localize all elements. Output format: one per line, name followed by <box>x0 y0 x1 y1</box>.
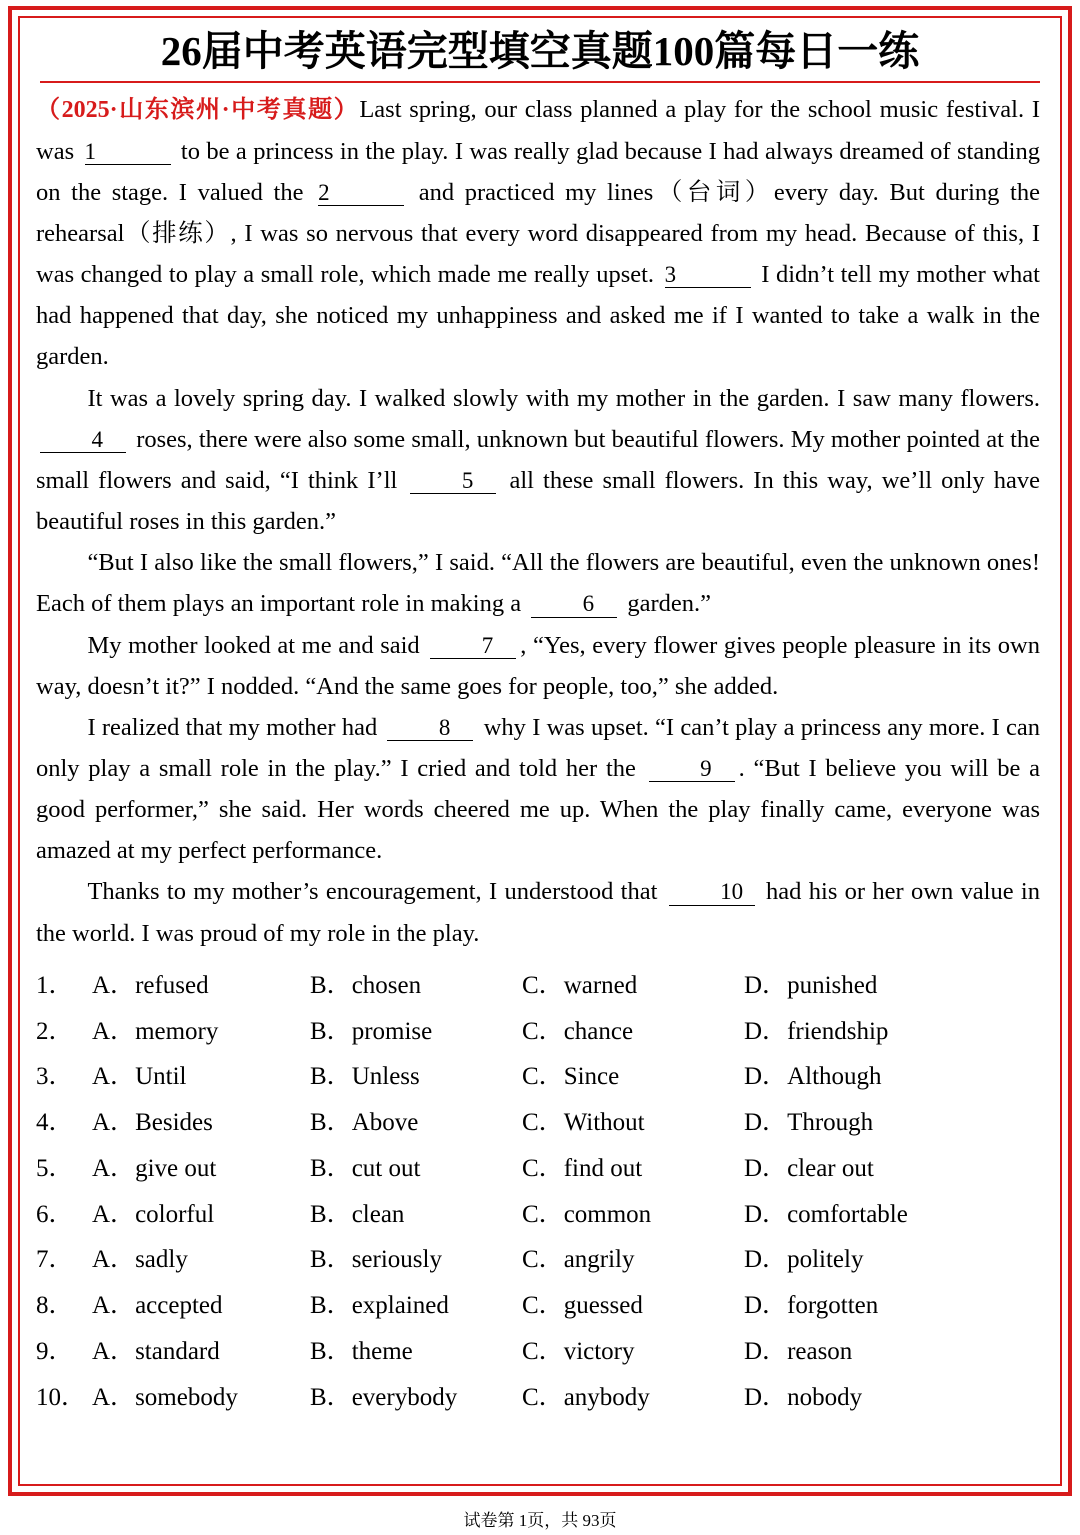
passage-text: It was a lovely spring day. I walked slowly with my mother in the garden. I saw many flowers. <box>87 384 1040 412</box>
option-b-q10[interactable] <box>310 1375 522 1421</box>
option-text-b: seriously <box>351 1246 442 1274</box>
passage-text: all these small flowers. In this way, we’ll only have beautiful roses in this garden.” <box>36 466 1040 536</box>
passage-paragraph <box>36 707 1040 872</box>
question-options-list <box>36 963 1044 1421</box>
option-letter-a: A． <box>92 1063 136 1091</box>
option-d-q9[interactable] <box>744 1329 852 1375</box>
option-letter-c: C． <box>522 1246 564 1274</box>
answer-blank-4[interactable]: 4 <box>40 428 126 453</box>
option-b-q8[interactable] <box>310 1283 522 1329</box>
option-letter-c: C． <box>522 1154 564 1182</box>
option-text-d: friendship <box>787 1017 889 1045</box>
option-letter-b: B． <box>310 1200 352 1228</box>
option-text-c: victory <box>563 1337 635 1365</box>
option-letter-c: C． <box>522 1292 564 1320</box>
option-b-q6[interactable] <box>310 1192 522 1238</box>
option-d-q8[interactable] <box>744 1283 878 1329</box>
answer-blank-1[interactable]: 1 <box>85 140 171 165</box>
option-text-b: Above <box>351 1109 419 1137</box>
option-d-q7[interactable] <box>744 1237 863 1283</box>
option-a-q10[interactable] <box>92 1375 310 1421</box>
option-text-a: accepted <box>135 1292 223 1320</box>
passage-text: . “But I believe you will be a good performer,” she said. Her words cheered me up. When the play finally came, everyone was amazed at my perfect performance. <box>36 755 1040 865</box>
option-d-q10[interactable] <box>744 1375 862 1421</box>
option-a-q3[interactable] <box>92 1054 310 1100</box>
exam-source-tag: （2025·山东滨州·中考真题） <box>36 97 360 124</box>
option-text-b: theme <box>351 1337 413 1365</box>
question-number: 9． <box>36 1337 74 1365</box>
answer-blank-6[interactable]: 6 <box>531 592 617 617</box>
option-letter-a: A． <box>92 1200 136 1228</box>
option-a-q9[interactable] <box>92 1329 310 1375</box>
passage-paragraph <box>36 378 1040 543</box>
option-b-q2[interactable] <box>310 1009 522 1055</box>
passage-text: to be a princess in the play. I was really glad because I had always dreamed of standing on the stage. I valued the <box>36 137 1040 206</box>
option-c-q5[interactable] <box>522 1146 744 1192</box>
option-letter-b: B． <box>310 1017 352 1045</box>
question-number: 8． <box>36 1292 74 1320</box>
option-letter-d: D． <box>744 971 788 999</box>
question-row <box>36 1192 1044 1238</box>
passage-paragraph <box>36 625 1040 707</box>
option-letter-c: C． <box>522 971 564 999</box>
option-letter-b: B． <box>310 1383 352 1411</box>
option-d-q2[interactable] <box>744 1009 888 1055</box>
question-row <box>36 963 1044 1009</box>
passage-text: why I was upset. “I can’t play a princess any more. I can only play a small role in the play.” I cried and told her the <box>36 713 1041 782</box>
option-a-q5[interactable] <box>92 1146 310 1192</box>
option-text-a: somebody <box>135 1383 238 1411</box>
option-text-b: chosen <box>351 971 422 999</box>
page-title: 26届中考英语完型填空真题100篇每日一练 <box>160 28 920 74</box>
passage-paragraph <box>36 542 1040 624</box>
option-text-a: standard <box>135 1337 220 1365</box>
option-text-b: everybody <box>351 1383 458 1411</box>
option-letter-a: A． <box>92 1017 136 1045</box>
option-c-q1[interactable] <box>522 963 744 1009</box>
option-letter-d: D． <box>744 1337 788 1365</box>
option-letter-b: B． <box>310 1154 352 1182</box>
option-b-q3[interactable] <box>310 1054 522 1100</box>
option-letter-d: D． <box>744 1154 788 1182</box>
answer-blank-7[interactable]: 7 <box>430 634 516 659</box>
option-a-q1[interactable] <box>92 963 310 1009</box>
option-d-q5[interactable] <box>744 1146 874 1192</box>
question-row <box>36 1237 1044 1283</box>
option-letter-c: C． <box>522 1200 564 1228</box>
cloze-passage <box>36 89 1040 953</box>
option-letter-b: B． <box>310 971 352 999</box>
passage-text: “But I also like the small flowers,” I said. “All the flowers are beautiful, even the unknown ones! Each of them plays an important role in making a <box>36 549 1040 618</box>
question-row <box>36 1009 1044 1055</box>
option-c-q10[interactable] <box>522 1375 744 1421</box>
question-row <box>36 1329 1044 1375</box>
option-letter-d: D． <box>744 1383 788 1411</box>
option-c-q7[interactable] <box>522 1237 744 1283</box>
option-text-d: punished <box>787 971 878 999</box>
page-content <box>36 24 1044 1420</box>
option-text-a: give out <box>135 1154 217 1182</box>
option-letter-d: D． <box>744 1017 788 1045</box>
answer-blank-5[interactable]: 5 <box>410 469 496 494</box>
option-letter-b: B． <box>310 1292 352 1320</box>
option-letter-c: C． <box>522 1383 564 1411</box>
option-b-q7[interactable] <box>310 1237 522 1283</box>
option-a-q8[interactable] <box>92 1283 310 1329</box>
page-footer: 试卷第 1页，共 93页 <box>463 1511 617 1530</box>
question-number: 1． <box>36 971 74 999</box>
option-c-q8[interactable] <box>522 1283 744 1329</box>
option-text-a: refused <box>135 971 209 999</box>
option-letter-a: A． <box>92 1154 136 1182</box>
option-letter-d: D． <box>744 1246 788 1274</box>
answer-blank-8[interactable]: 8 <box>387 716 473 741</box>
answer-blank-3[interactable]: 3 <box>665 263 751 288</box>
option-letter-c: C． <box>522 1337 564 1365</box>
passage-text: Last spring, our class planned a play for the school music festival. I was <box>36 96 1040 165</box>
option-a-q7[interactable] <box>92 1237 310 1283</box>
option-text-b: explained <box>351 1292 449 1320</box>
option-text-c: Since <box>563 1063 620 1091</box>
option-letter-b: B． <box>310 1246 352 1274</box>
answer-blank-2[interactable]: 2 <box>318 181 404 206</box>
option-letter-b: B． <box>310 1109 352 1137</box>
option-text-d: reason <box>787 1337 853 1365</box>
option-text-d: nobody <box>787 1383 863 1411</box>
passage-text: , “Yes, every flower gives people pleasure in its own way, doesn’t it?” I nodded. “And the same goes for people, too,” she added. <box>36 631 1040 700</box>
option-text-c: Without <box>563 1109 645 1137</box>
passage-text: had his or her own value in the world. I was proud of my role in the play. <box>36 878 1040 947</box>
passage-text: roses, there were also some small, unknown but beautiful flowers. My mother pointed at the small flowers and said, “I think I’ll <box>36 425 1040 494</box>
option-b-q1[interactable] <box>310 963 522 1009</box>
passage-paragraph <box>36 89 1040 377</box>
option-letter-b: B． <box>310 1337 352 1365</box>
option-c-q6[interactable] <box>522 1192 744 1238</box>
option-b-q4[interactable] <box>310 1100 522 1146</box>
option-a-q4[interactable] <box>92 1100 310 1146</box>
option-letter-b: B． <box>310 1063 352 1091</box>
option-d-q6[interactable] <box>744 1192 908 1238</box>
option-text-c: guessed <box>563 1292 643 1320</box>
option-d-q3[interactable] <box>744 1054 882 1100</box>
answer-blank-10[interactable]: 10 <box>669 880 755 905</box>
passage-text: My mother looked at me and said <box>87 631 427 659</box>
passage-text: I realized that my mother had <box>87 713 384 741</box>
option-letter-c: C． <box>522 1063 564 1091</box>
option-c-q9[interactable] <box>522 1329 744 1375</box>
question-row <box>36 1100 1044 1146</box>
option-c-q4[interactable] <box>522 1100 744 1146</box>
option-text-c: anybody <box>563 1383 650 1411</box>
passage-text: garden.” <box>621 590 712 618</box>
option-letter-d: D． <box>744 1063 788 1091</box>
option-text-a: sadly <box>135 1246 188 1274</box>
option-text-d: politely <box>787 1246 864 1274</box>
answer-blank-9[interactable]: 9 <box>649 757 735 782</box>
option-letter-a: A． <box>92 1109 136 1137</box>
option-letter-a: A． <box>92 1383 136 1411</box>
option-text-b: cut out <box>351 1154 421 1182</box>
passage-text: I didn’t tell my mother what had happened that day, she noticed my unhappiness and asked me if I wanted to take a walk in the garden. <box>36 261 1040 371</box>
option-letter-d: D． <box>744 1292 788 1320</box>
option-letter-a: A． <box>92 1292 136 1320</box>
option-letter-a: A． <box>92 1246 136 1274</box>
question-number: 7． <box>36 1246 74 1274</box>
title-divider <box>40 81 1040 83</box>
option-text-d: forgotten <box>787 1292 879 1320</box>
option-text-d: clear out <box>787 1154 874 1182</box>
option-a-q2[interactable] <box>92 1009 310 1055</box>
question-number: 6． <box>36 1200 74 1228</box>
option-text-b: Unless <box>351 1063 420 1091</box>
question-row <box>36 1146 1044 1192</box>
passage-text: and practiced my lines（台词）every day. But during the rehearsal（排练）, I was so nervous that every word disappeared from my head. Because of this, I was changed to play a small role, which made me really upset. <box>36 178 1040 289</box>
option-b-q9[interactable] <box>310 1329 522 1375</box>
option-d-q4[interactable] <box>744 1100 873 1146</box>
option-letter-d: D． <box>744 1109 788 1137</box>
question-number: 5． <box>36 1154 74 1182</box>
option-text-c: warned <box>563 971 638 999</box>
option-text-a: colorful <box>135 1200 215 1228</box>
option-text-a: memory <box>135 1017 219 1045</box>
option-text-a: Besides <box>135 1109 213 1137</box>
question-number: 2． <box>36 1017 74 1045</box>
option-text-d: Although <box>787 1063 882 1091</box>
option-text-b: promise <box>351 1017 433 1045</box>
option-letter-c: C． <box>522 1109 564 1137</box>
option-text-a: Until <box>135 1063 187 1091</box>
question-row <box>36 1375 1044 1421</box>
option-text-d: comfortable <box>787 1200 908 1228</box>
passage-paragraph <box>36 871 1040 953</box>
option-a-q6[interactable] <box>92 1192 310 1238</box>
passage-text: Thanks to my mother’s encouragement, I understood that <box>87 878 665 906</box>
question-number: 4． <box>36 1109 74 1137</box>
question-row <box>36 1054 1044 1100</box>
option-letter-a: A． <box>92 971 136 999</box>
option-d-q1[interactable] <box>744 963 877 1009</box>
question-number: 3． <box>36 1063 74 1091</box>
option-letter-c: C． <box>522 1017 564 1045</box>
option-c-q2[interactable] <box>522 1009 744 1055</box>
option-letter-d: D． <box>744 1200 788 1228</box>
option-letter-a: A． <box>92 1337 136 1365</box>
option-c-q3[interactable] <box>522 1054 744 1100</box>
option-text-d: Through <box>787 1109 874 1137</box>
option-text-c: angrily <box>563 1246 635 1274</box>
option-text-c: common <box>563 1200 652 1228</box>
option-text-b: clean <box>351 1200 405 1228</box>
option-text-c: find out <box>563 1154 643 1182</box>
question-row <box>36 1283 1044 1329</box>
option-b-q5[interactable] <box>310 1146 522 1192</box>
option-text-c: chance <box>563 1017 634 1045</box>
question-number: 10． <box>36 1383 87 1411</box>
